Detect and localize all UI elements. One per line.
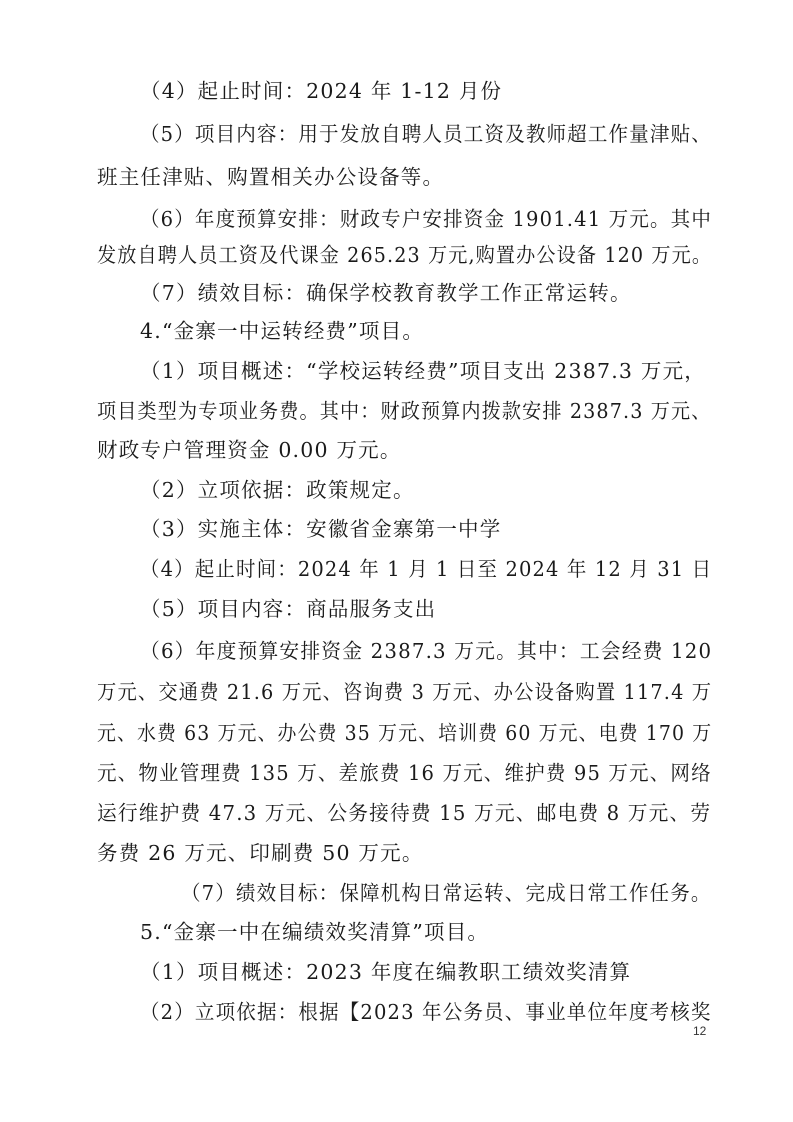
paragraph-line: （5）项目内容：用于发放自聘人员工资及教师超工作量津贴、 (140, 122, 712, 146)
paragraph-line: 项目类型为专项业务费。其中：财政预算内拨款安排 2387.3 万元、 (97, 399, 712, 423)
paragraph-line: 务费 26 万元、印刷费 50 万元。 (97, 841, 424, 865)
paragraph-line: 元、水费 63 万元、办公费 35 万元、培训费 60 万元、电费 170 万 (97, 721, 713, 745)
paragraph-line: （1）项目概述：2023 年度在编教职工绩效奖清算 (140, 960, 632, 984)
paragraph-line: 财政专户管理资金 0.00 万元。 (97, 438, 402, 462)
paragraph-line: 元、物业管理费 135 万、差旅费 16 万元、维护费 95 万元、网络 (97, 761, 712, 785)
paragraph-line: （6）年度预算安排资金 2387.3 万元。其中：工会经费 120 (140, 639, 713, 663)
page-number: 12 (693, 1024, 707, 1038)
paragraph-line: （2）立项依据：政策规定。 (140, 478, 415, 502)
section-heading: 4.“金寨一中运转经费”项目。 (140, 319, 425, 343)
paragraph-line: （4）起止时间：2024 年 1-12 月份 (140, 79, 503, 103)
paragraph-line: 万元、交通费 21.6 万元、咨询费 3 万元、办公设备购置 117.4 万 (97, 680, 713, 704)
paragraph-line: （2）立项依据：根据【2023 年公务员、事业单位年度考核奖 (140, 1000, 712, 1024)
paragraph-line: （4）起止时间：2024 年 1 月 1 日至 2024 年 12 月 31 日 (140, 557, 713, 581)
paragraph-line: （7）绩效目标：保障机构日常运转、完成日常工作任务。 (181, 881, 712, 905)
paragraph-line: （1）项目概述：“学校运转经费”项目支出 2387.3 万元， (140, 359, 706, 383)
section-heading: 5.“金寨一中在编绩效奖清算”项目。 (140, 920, 490, 944)
paragraph-line: 发放自聘人员工资及代课金 265.23 万元,购置办公设备 120 万元。 (97, 243, 713, 267)
paragraph-line: （5）项目内容：商品服务支出 (140, 597, 437, 621)
paragraph-line: （7）绩效目标：确保学校教育教学工作正常运转。 (140, 281, 632, 305)
paragraph-line: （3）实施主体：安徽省金寨第一中学 (140, 517, 502, 541)
paragraph-line: （6）年度预算安排：财政专户安排资金 1901.41 万元。其中 (140, 207, 713, 231)
paragraph-line: 运行维护费 47.3 万元、公务接待费 15 万元、邮电费 8 万元、劳 (97, 801, 712, 825)
paragraph-line: 班主任津贴、购置相关办公设备等。 (97, 165, 445, 189)
